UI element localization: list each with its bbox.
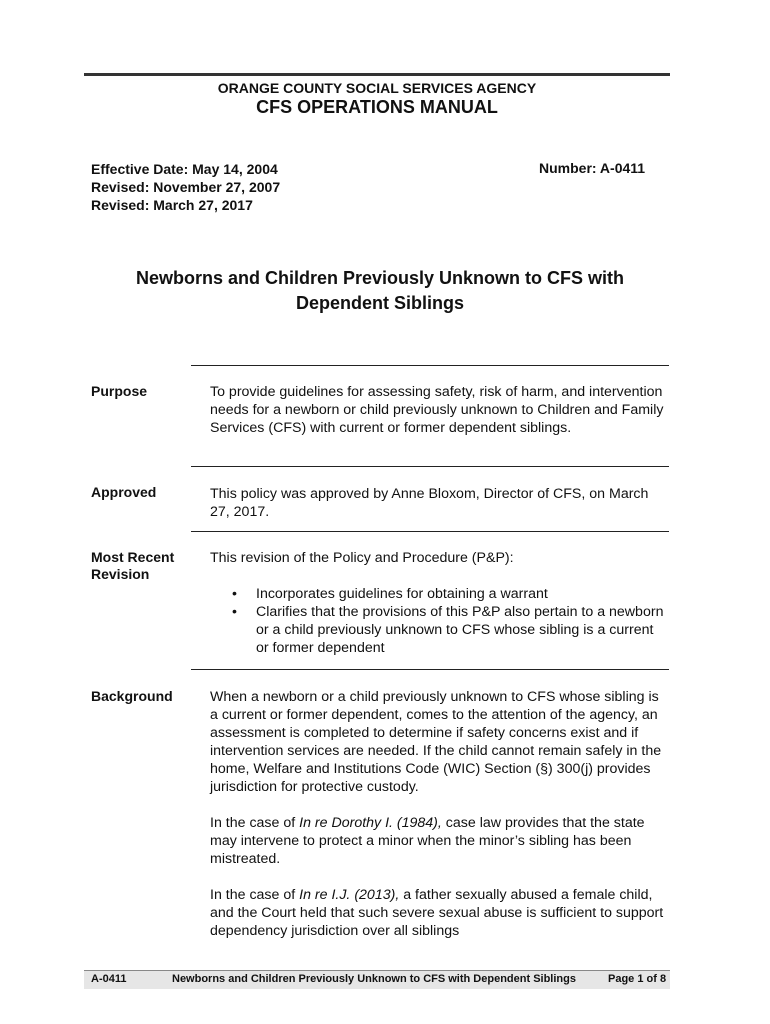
approved-label: Approved: [91, 484, 157, 500]
manual-title: CFS OPERATIONS MANUAL: [256, 97, 498, 117]
header-rule: [84, 73, 670, 76]
background-label: Background: [91, 688, 173, 704]
section-divider: [191, 531, 669, 532]
background-paragraph-2: [210, 814, 668, 868]
purpose-paragraph: To provide guidelines for assessing safety, risk of harm, and intervention needs for a newborn or child previously unknown to Children and Family Services (CFS) with current or former dependent siblings.: [210, 384, 664, 436]
text-span: In the case of: [210, 815, 300, 831]
revised-date-1: Revised: November 27, 2007: [91, 179, 281, 195]
revision-bullet-list: [210, 585, 668, 657]
revision-label-line-2: Revision: [91, 566, 150, 582]
purpose-text: [210, 383, 668, 437]
footer-policy-code: A-0411: [91, 973, 127, 985]
policy-number: Number: A-0411: [539, 160, 646, 176]
document-title: [60, 266, 700, 316]
background-paragraph-3: [210, 886, 668, 940]
approved-text: [210, 485, 668, 521]
revision-text: [210, 549, 668, 657]
footer-page-number: Page 1 of 8: [608, 973, 667, 985]
list-item: • Clarifies that the provisions of this P&P also pertain to a newborn or a child previously unknown to CFS whose sibling is a current or former dependent: [210, 603, 668, 657]
case-citation: In re I.J. (2013),: [299, 887, 400, 903]
section-divider: [191, 466, 669, 467]
approved-paragraph: This policy was approved by Anne Bloxom, Director of CFS, on March 27, 2017.: [210, 486, 649, 520]
footer-title: Newborns and Children Previously Unknown to CFS with Dependent Siblings: [172, 973, 576, 985]
revision-label: [91, 549, 174, 583]
revised-date-2: Revised: March 27, 2017: [91, 197, 253, 213]
text-span: a father sexually abused a female child, and the Court held that such severe sexual abuse is sufficient to support dependency jurisdiction over all siblings: [210, 887, 664, 939]
revision-label-line-1: Most Recent: [91, 549, 175, 565]
agency-name: ORANGE COUNTY SOCIAL SERVICES AGENCY: [217, 80, 537, 96]
text-span: In the case of: [210, 887, 300, 903]
effective-date: Effective Date: May 14, 2004: [91, 161, 278, 177]
text-span: case law provides that the state may intervene to protect a minor when the minor’s sibling has been mistreated.: [210, 815, 645, 867]
revision-intro: This revision of the Policy and Procedure (P&P):: [210, 550, 514, 566]
section-divider: [191, 365, 669, 366]
section-divider: [191, 669, 669, 670]
background-paragraph-1: When a newborn or a child previously unknown to CFS whose sibling is a current or former dependent, comes to the attention of the agency, an assessment is completed to determine if safety concerns exist and if intervention services are needed. If the child cannot remain safely in the home, Welfare and Institutions Code (WIC) Section (§) 300(j) provides jurisdiction for protective custody.: [210, 689, 662, 795]
purpose-label: Purpose: [91, 383, 148, 399]
document-title-line-2: Dependent Siblings: [295, 293, 464, 313]
list-item: • Incorporates guidelines for obtaining a warrant: [210, 585, 668, 603]
document-title-line-1: Newborns and Children Previously Unknown to CFS with: [135, 268, 625, 288]
case-citation: In re Dorothy I. (1984),: [299, 815, 442, 831]
background-text: [210, 688, 668, 940]
